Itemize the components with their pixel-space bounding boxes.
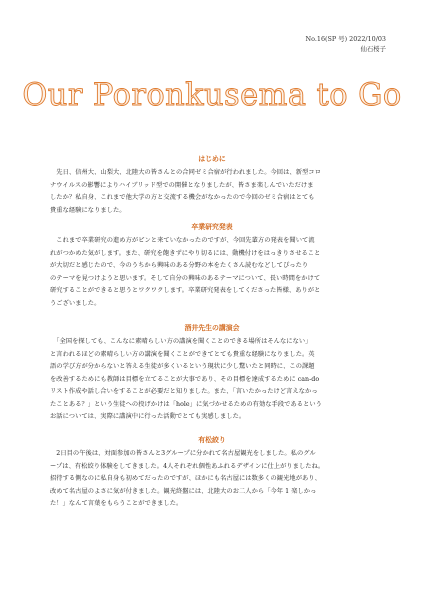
text-line: 先日、信州大、山梨大、北陸大の皆さんとの合同ゼミ合宿が行われました。今回は、新型コロ [50, 169, 321, 176]
text-line: ープは、有松絞り体験をしてきました。4人それぞれ個性あふれるデザインに仕上がりましたね。 [50, 462, 325, 470]
text-line: が大切だと感じたので、今のうちから興味のある分野の本をたくさん読むなどしてぴったり [50, 262, 309, 270]
section-body-lecture [50, 336, 378, 424]
section-heading-lecture: 酒井先生の講演会 [184, 324, 240, 332]
text-line: うございました。 [50, 299, 101, 307]
text-line: と言われるほどの素晴らしい方の講演を聞くことができてとても貴重な経験になりました。英 [50, 350, 315, 358]
text-line: リスト作成や話し合いをすることが必要だと知りました。また、「言いたかったけど言えなかっ [50, 388, 318, 396]
text-line: ナウイルスの影響によりハイブリッド型での開催となりましたが、皆さま楽しんでいただけま [50, 181, 314, 189]
text-line: 改めて名古屋のよさに気が付きました。観光終盤には、北陸大のお二人から「今年 1 楽しかっ [50, 487, 317, 495]
text-line: のテーマを見つけようと思います。そして自分の興味のあるテーマについて、長い時間をかけて [50, 274, 321, 282]
text-line: 招待する側なのに私自身も初めてだったのですが、ほかにも名古屋には数多くの観光地があり、 [50, 475, 321, 483]
section-heading-graduation-research: 卒業研究発表 [191, 223, 233, 231]
text-line: したか？私自身、これまで他大学の方と交流する機会がなかったので今回のゼミ合宿はとても [50, 194, 315, 202]
section-heading-intro: はじめに [198, 155, 226, 163]
text-line: 貴重な経験になりました。 [50, 206, 126, 214]
issue-number-date: No.16(SP 号) 2022/10/03 [305, 35, 386, 43]
text-line: お話については、実際に講演中に行った活動でとても実感しました。 [50, 413, 246, 421]
text-line: 研究することができると思うとワクワクします。卒業研究発表をしてくださった皆様、ありがと [50, 287, 321, 295]
text-line: 「全国を探しても、こんなに素晴らしい方の講演を聞くことのできる場所はそんなにない」 [50, 338, 312, 345]
section-body-graduation-research [50, 235, 378, 310]
text-line: 語の学び方が分からないと答える生徒が多くいるという現状に少し驚いたと同時に、この課題 [50, 363, 315, 371]
text-line: これまで卒業研究の進め方がピンと来ていなかったのですが、今回先輩方の発表を聞いて流 [50, 237, 315, 244]
text-line: 2日目の午後は、対面参加の皆さんと3グループに分かれて名古屋観光をしました。私のグル [50, 450, 316, 457]
page-title: Our Poronkusema to Go [22, 78, 402, 113]
text-line: を改善するためにも教師は目標を立てることが大事であり、その目標を達成するために can-do [50, 375, 320, 383]
text-line: れがつかめた気がします。また、研究を飽きずにやり切るには、動機付けをはっきりさせること [50, 249, 321, 257]
section-heading-arimatsu: 有松絞り [198, 436, 226, 444]
section-body-arimatsu [50, 448, 378, 511]
issue-meta [306, 34, 386, 54]
section-body-intro [50, 167, 378, 217]
text-line: た！」なんて言葉をもらうことができました。 [50, 500, 183, 508]
author-name: 仙石桜子 [360, 45, 386, 53]
text-line: たことある？」という生徒への投げかけは「hole」に気づかせるための有効な手段であるという [50, 400, 322, 408]
